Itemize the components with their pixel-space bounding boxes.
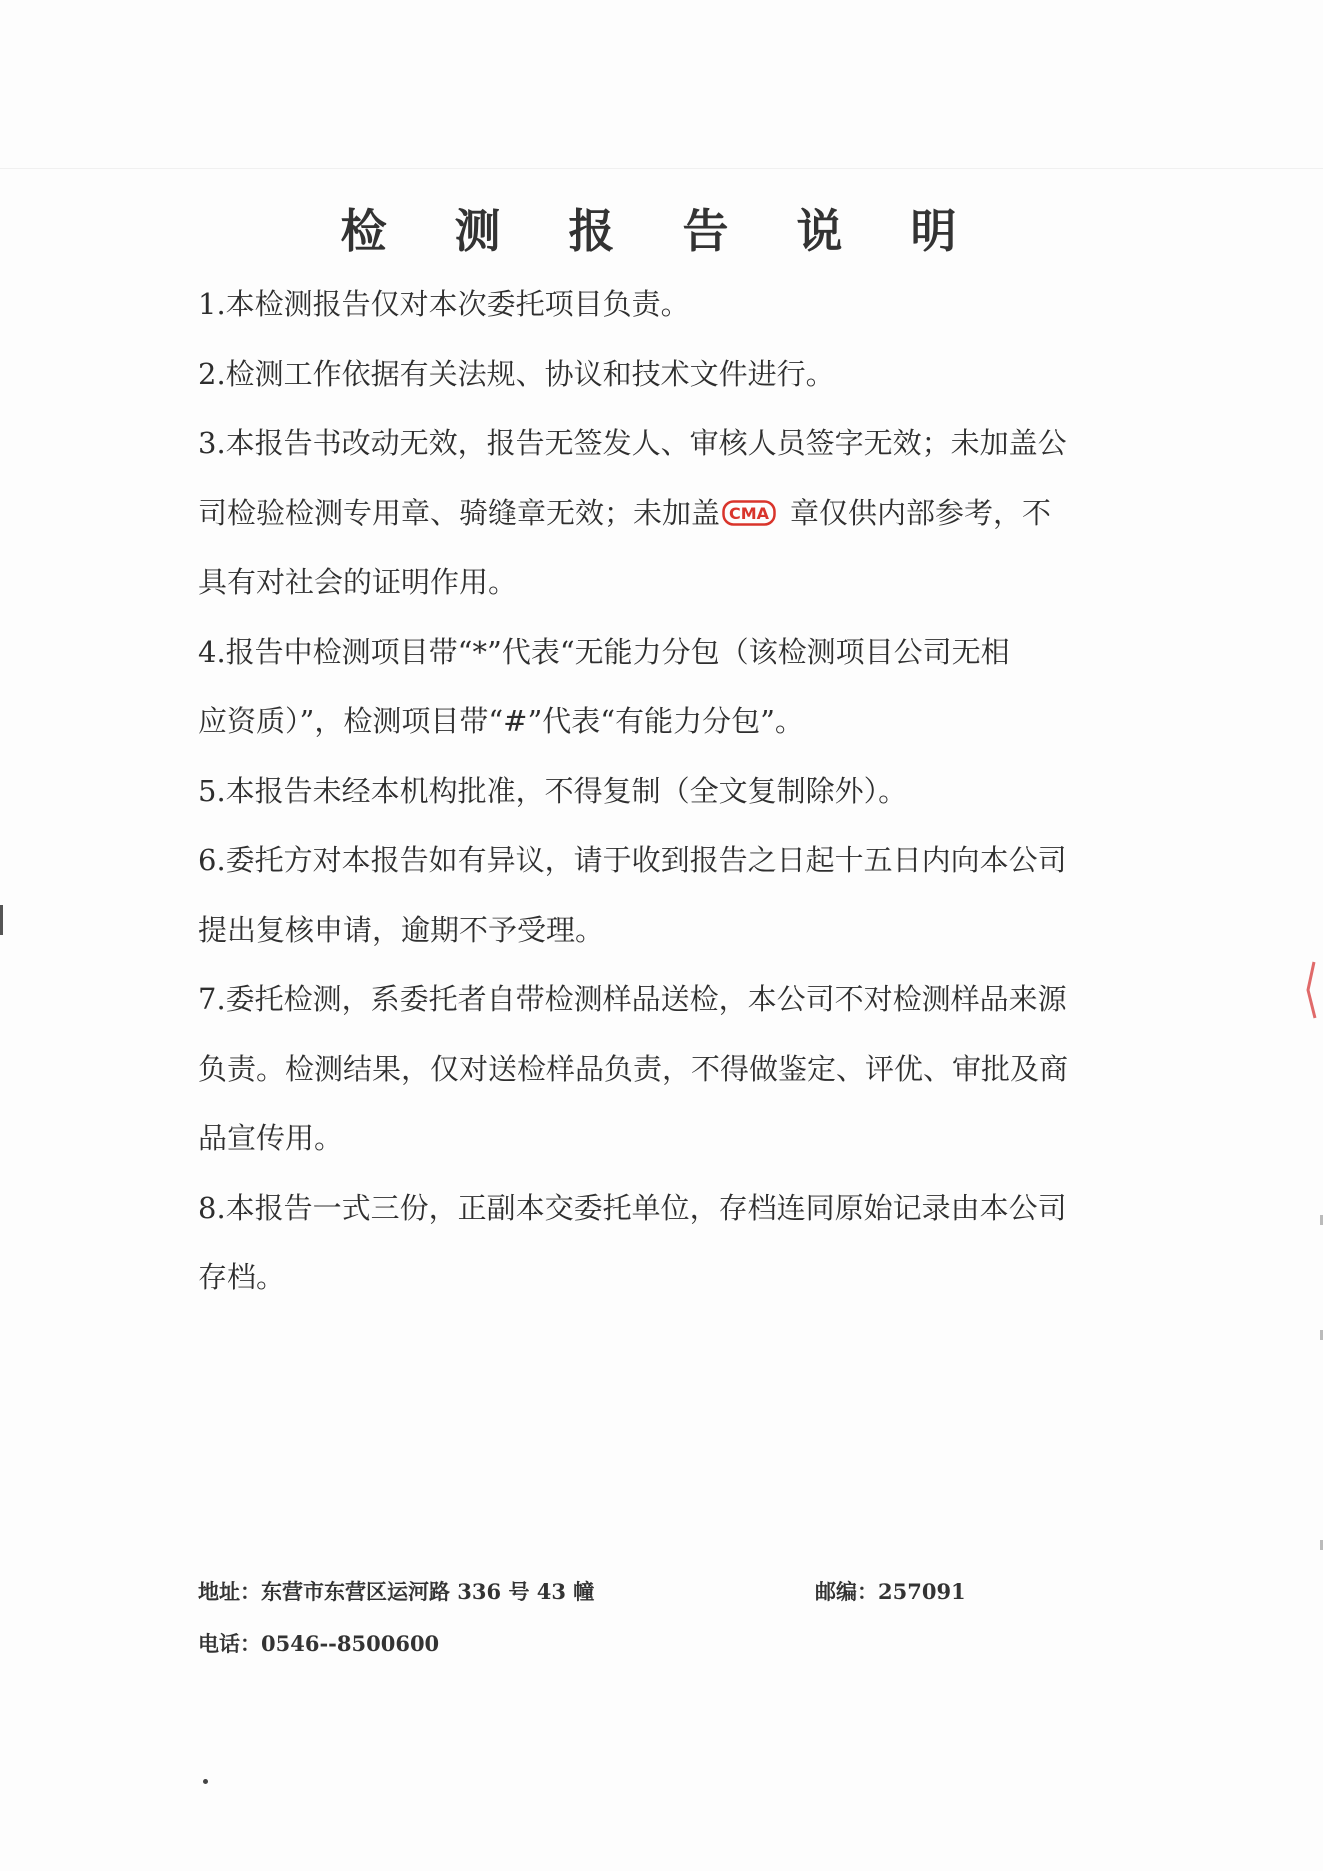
notes-body (198, 270, 1118, 1313)
cma-seal-icon (722, 500, 776, 526)
left-edge-mark (0, 905, 3, 935)
note-line-1: 1.本检测报告仅对本次委托项目负责。 (198, 287, 690, 321)
scan-artifact-line (0, 168, 1323, 169)
note-line-4 (198, 479, 1118, 549)
right-edge-seal-fragment (1300, 960, 1318, 1020)
note-line-9: 6.委托方对本报告如有异议，请于收到报告之日起十五日内向本公司 (198, 843, 1067, 877)
note-line-7: 应资质）”，检测项目带“#”代表“有能力分包”。 (198, 704, 804, 738)
note-line-11: 7.委托检测，系委托者自带检测样品送检，本公司不对检测样品来源 (198, 982, 1067, 1016)
note-line-2: 2.检测工作依据有关法规、协议和技术文件进行。 (198, 356, 835, 391)
note-line-10: 提出复核申请，逾期不予受理。 (198, 912, 605, 947)
note-line-4-part-2: 章仅供内部参考，不 (790, 495, 1052, 530)
footer-address: 地址：东营市东营区运河路 336 号 43 幢 (198, 1579, 595, 1604)
svg-text:CMA: CMA (728, 503, 770, 523)
note-line-15: 存档。 (198, 1260, 286, 1294)
note-line-13: 品宣传用。 (198, 1121, 344, 1155)
footer-postcode: 邮编：257091 (815, 1579, 966, 1604)
note-line-3: 3.本报告书改动无效，报告无签发人、审核人员签字无效；未加盖公 (198, 426, 1067, 460)
stray-dot (203, 1779, 208, 1784)
note-line-4-part-1: 司检验检测专用章、骑缝章无效；未加盖 (198, 495, 721, 530)
document-title: 检 测 报 告 说 明 (340, 204, 983, 258)
footer-phone: 电话：0546--8500600 (198, 1631, 440, 1656)
note-line-12: 负责。检测结果，仅对送检样品负责，不得做鉴定、评优、审批及商 (198, 1051, 1069, 1086)
note-line-8: 5.本报告未经本机构批准，不得复制（全文复制除外）。 (198, 773, 908, 808)
note-line-14: 8.本报告一式三份，正副本交委托单位，存档连同原始记录由本公司 (198, 1190, 1067, 1225)
note-line-6: 4.报告中检测项目带“*”代表“无能力分包（该检测项目公司无相 (198, 634, 1010, 669)
note-line-5: 具有对社会的证明作用。 (198, 565, 518, 599)
